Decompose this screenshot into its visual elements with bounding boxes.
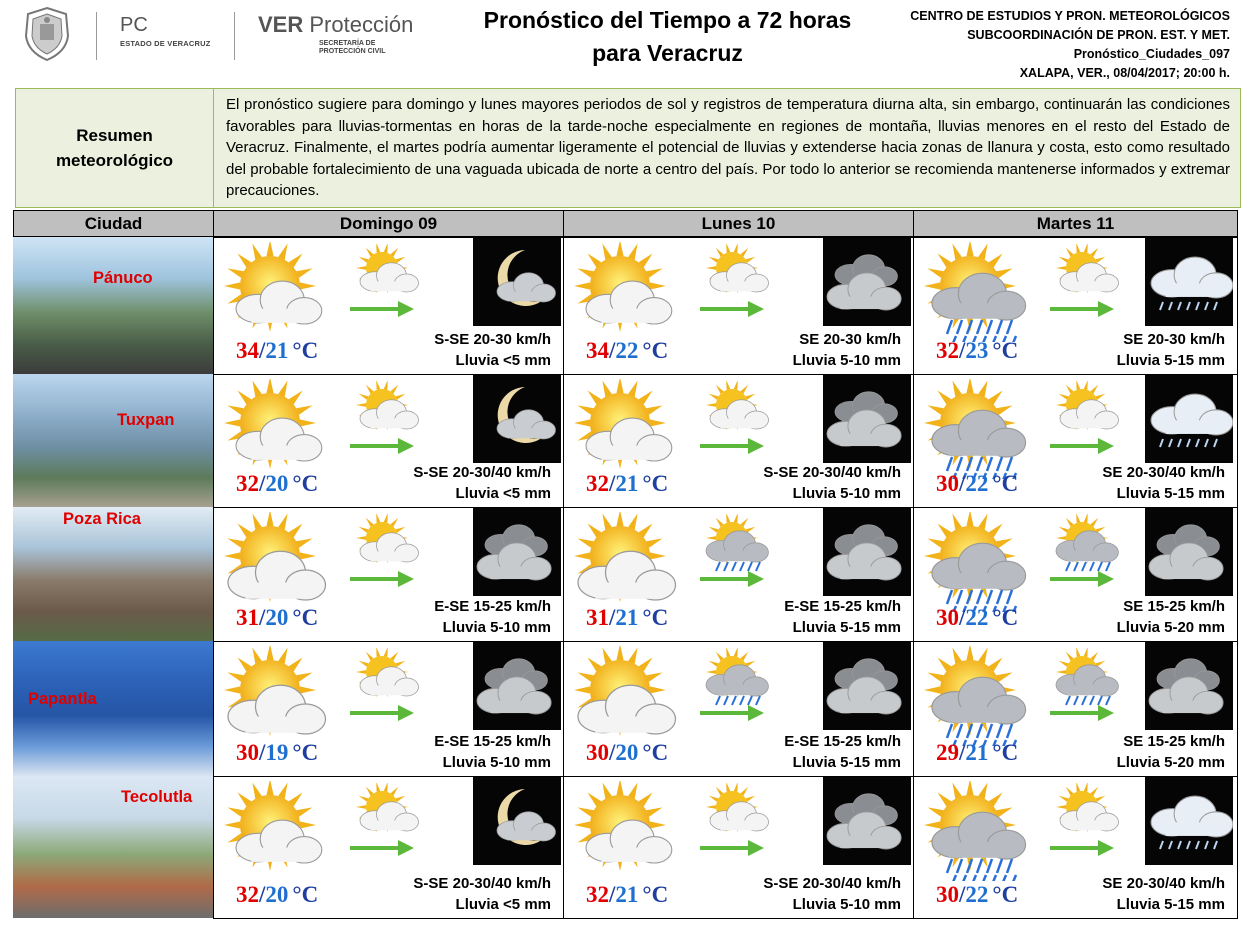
city-cell bbox=[13, 374, 213, 507]
temp-unit: °C bbox=[642, 740, 669, 765]
rain-text: Lluvia 5-10 mm bbox=[442, 754, 551, 771]
wind-arrow-icon bbox=[700, 437, 766, 455]
wind-text: S-SE 20-30/40 km/h bbox=[413, 464, 551, 481]
forecast-cell bbox=[563, 374, 914, 508]
temp-separator: / bbox=[259, 605, 266, 630]
summary-text: El pronóstico sugiere para domingo y lunes mayores periodos de sol y registros de temperatura diurna alta, sin embargo, continuarán las condiciones favorables para lluvias-tormentas en horas de la tarde-noche especialmente en regiones de montaña, lluvias menores en el resto del Estado de Veracruz. Finalmente, el martes podría aumentar ligeramente el potencial de lluvias y extenderse hacia zonas de llanura y costa, esto como resultado del probable fortalecimiento de una vaguada ubicada de norte a centro del país. Por todo lo anterior se recomienda mantenerse informados y extremar precauciones. bbox=[214, 89, 1240, 207]
clouds-night-icon bbox=[823, 777, 911, 865]
sun-cloud-big-icon bbox=[218, 512, 338, 612]
temperature bbox=[586, 740, 668, 766]
rain-text: Lluvia 5-20 mm bbox=[1116, 619, 1225, 636]
forecast-cell bbox=[213, 374, 564, 508]
forecast-cell bbox=[563, 507, 914, 642]
forecast-cell bbox=[563, 776, 914, 919]
wind-rain-block bbox=[434, 731, 551, 773]
wind-arrow-icon bbox=[1050, 704, 1116, 722]
temperature bbox=[236, 471, 318, 497]
sun-cloud-big-icon bbox=[568, 512, 688, 612]
rain-text: Lluvia 5-15 mm bbox=[792, 619, 901, 636]
rain-text: Lluvia 5-10 mm bbox=[792, 352, 901, 369]
clouds-night-icon bbox=[823, 375, 911, 463]
rain-text: Lluvia 5-20 mm bbox=[1116, 754, 1225, 771]
rain-night-icon bbox=[1145, 375, 1233, 463]
ver-logo-subtitle-line: PROTECCIÓN CIVIL bbox=[319, 48, 386, 55]
city-name: Pánuco bbox=[93, 269, 153, 287]
clouds-night-icon bbox=[1145, 642, 1233, 730]
sun-cloud-small-icon bbox=[1046, 783, 1124, 841]
rain-text: Lluvia 5-15 mm bbox=[1116, 352, 1225, 369]
temperature bbox=[586, 605, 668, 631]
city-name: Tuxpan bbox=[117, 411, 175, 429]
min-temp: 21 bbox=[615, 605, 639, 630]
wind-text: SE 15-25 km/h bbox=[1123, 598, 1225, 615]
max-temp: 32 bbox=[586, 882, 609, 907]
temp-separator: / bbox=[259, 471, 266, 496]
institution-line: SUBCOORDINACIÓN DE PRON. EST. Y MET. bbox=[967, 28, 1230, 42]
max-temp: 29 bbox=[936, 740, 959, 765]
summary-label bbox=[16, 89, 214, 207]
sun-cloud-big-icon bbox=[218, 646, 338, 746]
city-name: Papantla bbox=[28, 690, 97, 708]
min-temp: 19 bbox=[265, 740, 289, 765]
header-divider bbox=[234, 12, 235, 60]
rain-text: Lluvia <5 mm bbox=[455, 352, 551, 369]
temperature bbox=[936, 471, 1018, 497]
wind-arrow-icon bbox=[700, 704, 766, 722]
moon-cloud-icon bbox=[473, 238, 561, 326]
temperature bbox=[586, 471, 668, 497]
summary-label-line: Resumen bbox=[76, 126, 153, 145]
wind-arrow-icon bbox=[350, 300, 416, 318]
forecast-cell bbox=[563, 641, 914, 777]
rain-text: Lluvia <5 mm bbox=[455, 896, 551, 913]
temp-unit: °C bbox=[292, 605, 319, 630]
min-temp: 21 bbox=[615, 882, 639, 907]
clouds-night-icon bbox=[473, 508, 561, 596]
clouds-night-icon bbox=[473, 642, 561, 730]
temperature bbox=[936, 740, 1018, 766]
rain-text: Lluvia 5-15 mm bbox=[1116, 896, 1225, 913]
sun-cloud-icon bbox=[568, 379, 688, 479]
forecast-cell bbox=[913, 507, 1238, 642]
temperature bbox=[586, 338, 668, 364]
wind-arrow-icon bbox=[1050, 437, 1116, 455]
min-temp: 22 bbox=[615, 338, 639, 363]
header-day: Domingo 09 bbox=[213, 210, 564, 237]
sun-cloud-small-icon bbox=[346, 244, 424, 302]
moon-cloud-icon bbox=[473, 375, 561, 463]
temp-unit: °C bbox=[992, 471, 1019, 496]
temp-separator: / bbox=[959, 740, 966, 765]
wind-rain-block bbox=[434, 596, 551, 638]
rain-text: Lluvia <5 mm bbox=[455, 485, 551, 502]
sun-storm-icon bbox=[918, 646, 1038, 746]
wind-arrow-icon bbox=[1050, 300, 1116, 318]
forecast-cell bbox=[563, 237, 914, 375]
sun-storm-small-icon bbox=[1046, 648, 1124, 706]
sun-cloud-icon bbox=[218, 781, 338, 881]
city-name: Tecolutla bbox=[121, 788, 193, 806]
city-cell bbox=[13, 237, 213, 374]
wind-arrow-icon bbox=[700, 300, 766, 318]
max-temp: 30 bbox=[586, 740, 609, 765]
min-temp: 20 bbox=[615, 740, 639, 765]
min-temp: 21 bbox=[265, 338, 289, 363]
rain-text: Lluvia 5-15 mm bbox=[1116, 485, 1225, 502]
max-temp: 34 bbox=[236, 338, 259, 363]
sun-storm-icon bbox=[918, 781, 1038, 881]
min-temp: 20 bbox=[265, 605, 289, 630]
sun-cloud-small-icon bbox=[346, 514, 424, 572]
sun-storm-icon bbox=[918, 379, 1038, 479]
institution-block bbox=[910, 7, 1230, 83]
wind-text: S-SE 20-30/40 km/h bbox=[413, 875, 551, 892]
max-temp: 31 bbox=[586, 605, 609, 630]
wind-rain-block bbox=[784, 596, 901, 638]
page-title bbox=[455, 4, 880, 70]
wind-rain-block bbox=[1117, 596, 1225, 638]
pc-logo: PC bbox=[120, 14, 148, 36]
min-temp: 23 bbox=[965, 338, 989, 363]
clouds-night-icon bbox=[823, 642, 911, 730]
wind-text: S-SE 20-30/40 km/h bbox=[763, 875, 901, 892]
temp-unit: °C bbox=[292, 740, 319, 765]
temperature bbox=[236, 882, 318, 908]
wind-text: SE 15-25 km/h bbox=[1123, 733, 1225, 750]
wind-rain-block bbox=[1117, 731, 1225, 773]
temp-unit: °C bbox=[992, 740, 1019, 765]
rain-night-icon bbox=[1145, 238, 1233, 326]
forecast-cell bbox=[213, 507, 564, 642]
header-city: Ciudad bbox=[13, 210, 214, 237]
temp-unit: °C bbox=[642, 605, 669, 630]
max-temp: 32 bbox=[586, 471, 609, 496]
moon-cloud-icon bbox=[473, 777, 561, 865]
forecast-cell bbox=[213, 641, 564, 777]
temp-unit: °C bbox=[292, 882, 319, 907]
sun-storm-icon bbox=[918, 512, 1038, 612]
max-temp: 32 bbox=[236, 471, 259, 496]
max-temp: 32 bbox=[236, 882, 259, 907]
max-temp: 31 bbox=[236, 605, 259, 630]
temperature bbox=[236, 740, 318, 766]
header-day: Lunes 10 bbox=[563, 210, 914, 237]
wind-rain-block bbox=[1102, 462, 1225, 504]
city-photo bbox=[13, 237, 213, 374]
temp-unit: °C bbox=[642, 882, 669, 907]
wind-text: SE 20-30 km/h bbox=[1123, 331, 1225, 348]
wind-text: E-SE 15-25 km/h bbox=[434, 598, 551, 615]
institution-line: CENTRO DE ESTUDIOS Y PRON. METEOROLÓGICOS bbox=[910, 9, 1230, 23]
temp-unit: °C bbox=[992, 882, 1019, 907]
summary-label-line: meteorológico bbox=[55, 151, 174, 170]
ver-logo-subtitle-line: SECRETARÍA DE bbox=[319, 40, 376, 47]
sun-cloud-small-icon bbox=[346, 648, 424, 706]
ver-logo-word: Protección bbox=[309, 12, 414, 37]
wind-arrow-icon bbox=[1050, 570, 1116, 588]
sun-cloud-icon bbox=[218, 242, 338, 342]
max-temp: 32 bbox=[936, 338, 959, 363]
pc-logo-subtitle: ESTADO DE VERACRUZ bbox=[120, 39, 211, 48]
city-photo bbox=[13, 374, 213, 507]
forecast-id: Pronóstico_Ciudades_097 bbox=[1073, 47, 1230, 61]
min-temp: 20 bbox=[265, 882, 289, 907]
max-temp: 30 bbox=[936, 471, 959, 496]
sun-cloud-icon bbox=[568, 781, 688, 881]
wind-text: E-SE 15-25 km/h bbox=[434, 733, 551, 750]
temp-separator: / bbox=[959, 605, 966, 630]
wind-arrow-icon bbox=[350, 704, 416, 722]
city-cell bbox=[13, 641, 213, 776]
min-temp: 21 bbox=[615, 471, 639, 496]
temp-separator: / bbox=[609, 882, 616, 907]
wind-rain-block bbox=[1102, 873, 1225, 915]
ver-proteccion-logo bbox=[258, 12, 413, 38]
wind-arrow-icon bbox=[350, 839, 416, 857]
temp-separator: / bbox=[609, 471, 616, 496]
wind-arrow-icon bbox=[350, 570, 416, 588]
wind-rain-block bbox=[763, 873, 901, 915]
clouds-night-icon bbox=[823, 238, 911, 326]
issue-date: XALAPA, VER., 08/04/2017; 20:00 h. bbox=[1019, 66, 1230, 80]
temp-unit: °C bbox=[642, 471, 669, 496]
wind-rain-block bbox=[413, 462, 551, 504]
sun-cloud-small-icon bbox=[346, 783, 424, 841]
temp-separator: / bbox=[259, 740, 266, 765]
sun-storm-small-icon bbox=[696, 514, 774, 572]
forecast-cell bbox=[213, 776, 564, 919]
wind-text: S-SE 20-30/40 km/h bbox=[763, 464, 901, 481]
title-line: Pronóstico del Tiempo a 72 horas bbox=[483, 7, 852, 33]
wind-arrow-icon bbox=[1050, 839, 1116, 857]
temp-separator: / bbox=[609, 338, 616, 363]
forecast-cell bbox=[213, 237, 564, 375]
temp-separator: / bbox=[259, 882, 266, 907]
forecast-cell bbox=[913, 374, 1238, 508]
temp-unit: °C bbox=[292, 338, 319, 363]
rain-text: Lluvia 5-10 mm bbox=[792, 896, 901, 913]
veracruz-seal-logo bbox=[20, 6, 74, 62]
wind-arrow-icon bbox=[700, 839, 766, 857]
sun-storm-small-icon bbox=[1046, 514, 1124, 572]
wind-arrow-icon bbox=[350, 437, 416, 455]
rain-night-icon bbox=[1145, 777, 1233, 865]
temp-unit: °C bbox=[992, 338, 1019, 363]
wind-rain-block bbox=[413, 873, 551, 915]
wind-rain-block bbox=[793, 329, 901, 371]
temp-separator: / bbox=[609, 740, 616, 765]
wind-text: E-SE 15-25 km/h bbox=[784, 598, 901, 615]
sun-cloud-small-icon bbox=[1046, 244, 1124, 302]
max-temp: 30 bbox=[936, 605, 959, 630]
temp-unit: °C bbox=[642, 338, 669, 363]
temp-separator: / bbox=[959, 471, 966, 496]
min-temp: 22 bbox=[965, 882, 989, 907]
sun-storm-small-icon bbox=[696, 648, 774, 706]
min-temp: 22 bbox=[965, 605, 989, 630]
weather-summary bbox=[15, 88, 1241, 208]
clouds-night-icon bbox=[823, 508, 911, 596]
ver-logo-subtitle bbox=[319, 40, 386, 56]
wind-rain-block bbox=[1117, 329, 1225, 371]
wind-text: SE 20-30/40 km/h bbox=[1102, 875, 1225, 892]
wind-rain-block bbox=[763, 462, 901, 504]
clouds-night-icon bbox=[1145, 508, 1233, 596]
sun-cloud-small-icon bbox=[346, 381, 424, 439]
temperature bbox=[936, 605, 1018, 631]
max-temp: 30 bbox=[936, 882, 959, 907]
city-cell bbox=[13, 507, 213, 641]
temp-unit: °C bbox=[992, 605, 1019, 630]
temp-separator: / bbox=[609, 605, 616, 630]
city-cell bbox=[13, 776, 213, 918]
temp-unit: °C bbox=[292, 471, 319, 496]
wind-text: SE 20-30/40 km/h bbox=[1102, 464, 1225, 481]
sun-cloud-small-icon bbox=[696, 783, 774, 841]
forecast-cell bbox=[913, 776, 1238, 919]
rain-text: Lluvia 5-10 mm bbox=[442, 619, 551, 636]
temp-separator: / bbox=[959, 338, 966, 363]
temp-separator: / bbox=[259, 338, 266, 363]
wind-text: E-SE 15-25 km/h bbox=[784, 733, 901, 750]
temperature bbox=[586, 882, 668, 908]
temperature bbox=[236, 605, 318, 631]
temp-separator: / bbox=[959, 882, 966, 907]
rain-text: Lluvia 5-15 mm bbox=[792, 754, 901, 771]
forecast-cell bbox=[913, 641, 1238, 777]
min-temp: 21 bbox=[965, 740, 989, 765]
forecast-table bbox=[13, 210, 1238, 918]
sun-cloud-small-icon bbox=[696, 381, 774, 439]
wind-text: S-SE 20-30 km/h bbox=[434, 331, 551, 348]
wind-rain-block bbox=[434, 329, 551, 371]
sun-cloud-small-icon bbox=[696, 244, 774, 302]
sun-cloud-icon bbox=[218, 379, 338, 479]
title-line: para Veracruz bbox=[592, 40, 743, 66]
temperature bbox=[936, 338, 1018, 364]
ver-logo-mark: VER bbox=[258, 12, 304, 37]
min-temp: 20 bbox=[265, 471, 289, 496]
wind-arrow-icon bbox=[700, 570, 766, 588]
wind-rain-block bbox=[784, 731, 901, 773]
rain-text: Lluvia 5-10 mm bbox=[792, 485, 901, 502]
max-temp: 34 bbox=[586, 338, 609, 363]
header-day: Martes 11 bbox=[913, 210, 1238, 237]
forecast-cell bbox=[913, 237, 1238, 375]
header-divider bbox=[96, 12, 97, 60]
sun-cloud-small-icon bbox=[1046, 381, 1124, 439]
max-temp: 30 bbox=[236, 740, 259, 765]
temperature bbox=[936, 882, 1018, 908]
sun-cloud-big-icon bbox=[568, 646, 688, 746]
sun-cloud-icon bbox=[568, 242, 688, 342]
sun-storm-icon bbox=[918, 242, 1038, 342]
wind-text: SE 20-30 km/h bbox=[799, 331, 901, 348]
min-temp: 22 bbox=[965, 471, 989, 496]
city-name: Poza Rica bbox=[63, 510, 141, 528]
temperature bbox=[236, 338, 318, 364]
